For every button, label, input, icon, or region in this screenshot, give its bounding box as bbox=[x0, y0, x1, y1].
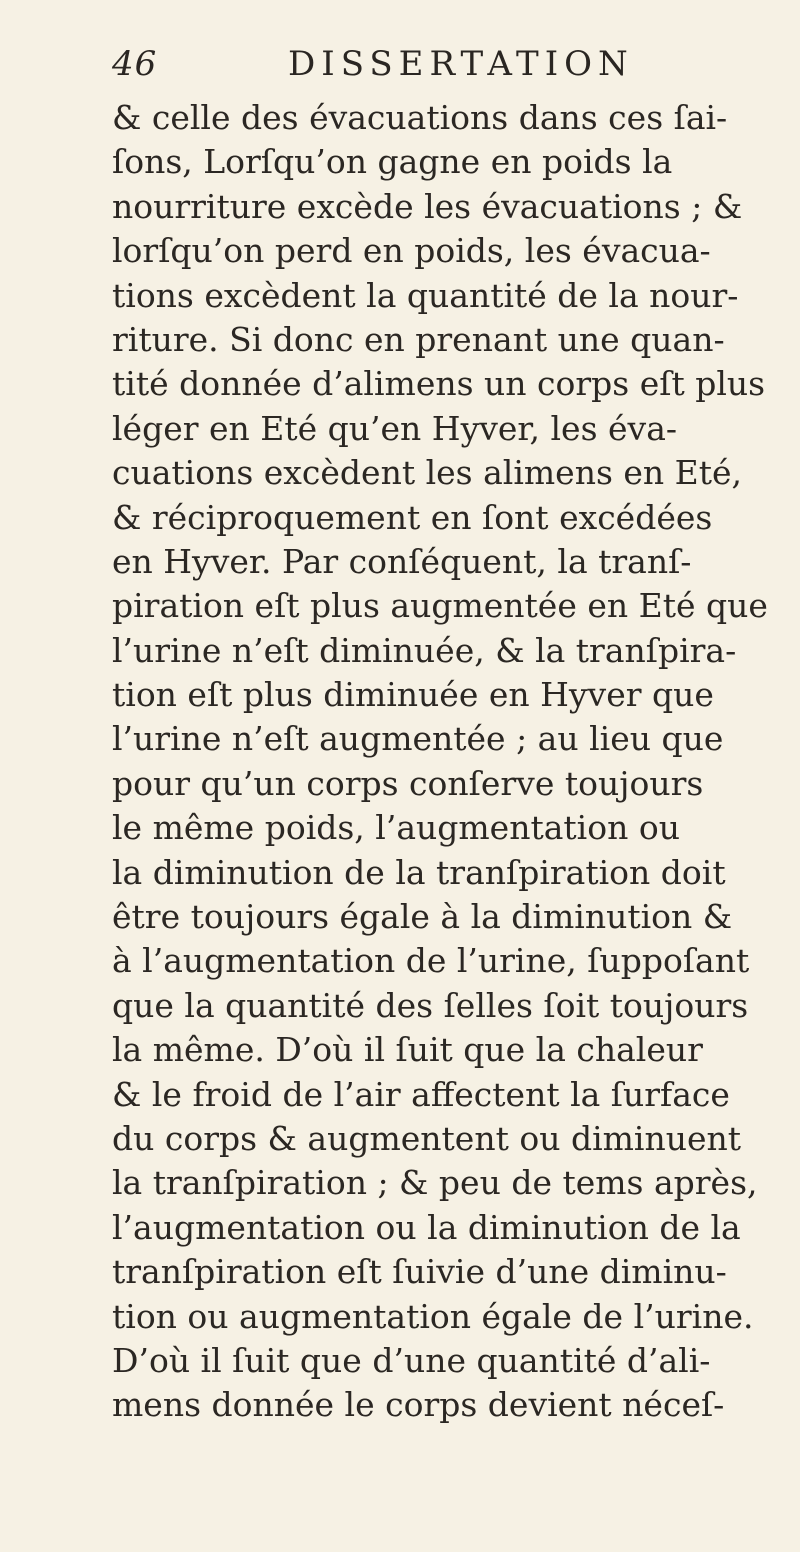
text-line: à l’augmentation de l’urine, ſuppoſant bbox=[112, 941, 750, 981]
running-head: DISSERTATION bbox=[288, 44, 634, 84]
text-line: mens donnée le corps devient néceſ- bbox=[112, 1385, 725, 1425]
text-line: ſons, Lorſqu’on gagne en poids la bbox=[112, 142, 673, 182]
text-line: riture. Si donc en prenant une quan- bbox=[112, 319, 725, 359]
body-text bbox=[112, 96, 792, 1428]
text-line: pour qu’un corps conſerve toujours bbox=[112, 763, 704, 803]
text-line: & celle des évacuations dans ces ſai- bbox=[112, 98, 728, 137]
text-line: tranſpiration eſt ſuivie d’une diminu- bbox=[112, 1252, 727, 1292]
page-number: 46 bbox=[112, 44, 158, 84]
text-line: en Hyver. Par conſéquent, la tranſ- bbox=[112, 541, 692, 581]
text-line: tion ou augmentation égale de l’urine. bbox=[112, 1296, 754, 1336]
text-line: l’urine n’eſt diminuée, & la tranſpira- bbox=[112, 630, 737, 670]
text-line: l’urine n’eſt augmentée ; au lieu que bbox=[112, 719, 724, 759]
text-line: tité donnée d’alimens un corps eſt plus bbox=[112, 364, 766, 404]
text-line: que la quantité des ſelles ſoit toujours bbox=[112, 985, 749, 1025]
text-line: D’où il ſuit que d’une quantité d’ali- bbox=[112, 1340, 711, 1380]
text-line: la même. D’où il ſuit que la chaleur bbox=[112, 1030, 703, 1070]
text-line: nourriture excède les évacuations ; & bbox=[112, 186, 743, 226]
text-line: & le froid de l’air affectent la ſurface bbox=[112, 1074, 730, 1114]
text-line: la diminution de la tranſpiration doit bbox=[112, 852, 726, 892]
text-line: le même poids, l’augmentation ou bbox=[112, 808, 680, 848]
text-line: piration eſt plus augmentée en Eté que bbox=[112, 586, 768, 626]
text-line: tion eſt plus diminuée en Hyver que bbox=[112, 675, 714, 715]
text-line: lorſqu’on perd en poids, les évacua- bbox=[112, 231, 711, 271]
text-line: l’augmentation ou la diminution de la bbox=[112, 1207, 741, 1247]
text-line: cuations excèdent les alimens en Eté, bbox=[112, 453, 743, 493]
text-line: & réciproquement en ſont excédées bbox=[112, 497, 713, 537]
text-line: être toujours égale à la diminution & bbox=[112, 897, 733, 937]
text-line: la tranſpiration ; & peu de tems après, bbox=[112, 1163, 758, 1203]
text-line: tions excèdent la quantité de la nour- bbox=[112, 275, 739, 315]
text-line: du corps & augmentent ou diminuent bbox=[112, 1118, 742, 1158]
text-line: léger en Eté qu’en Hyver, les éva- bbox=[112, 408, 678, 448]
page-header bbox=[112, 44, 712, 94]
